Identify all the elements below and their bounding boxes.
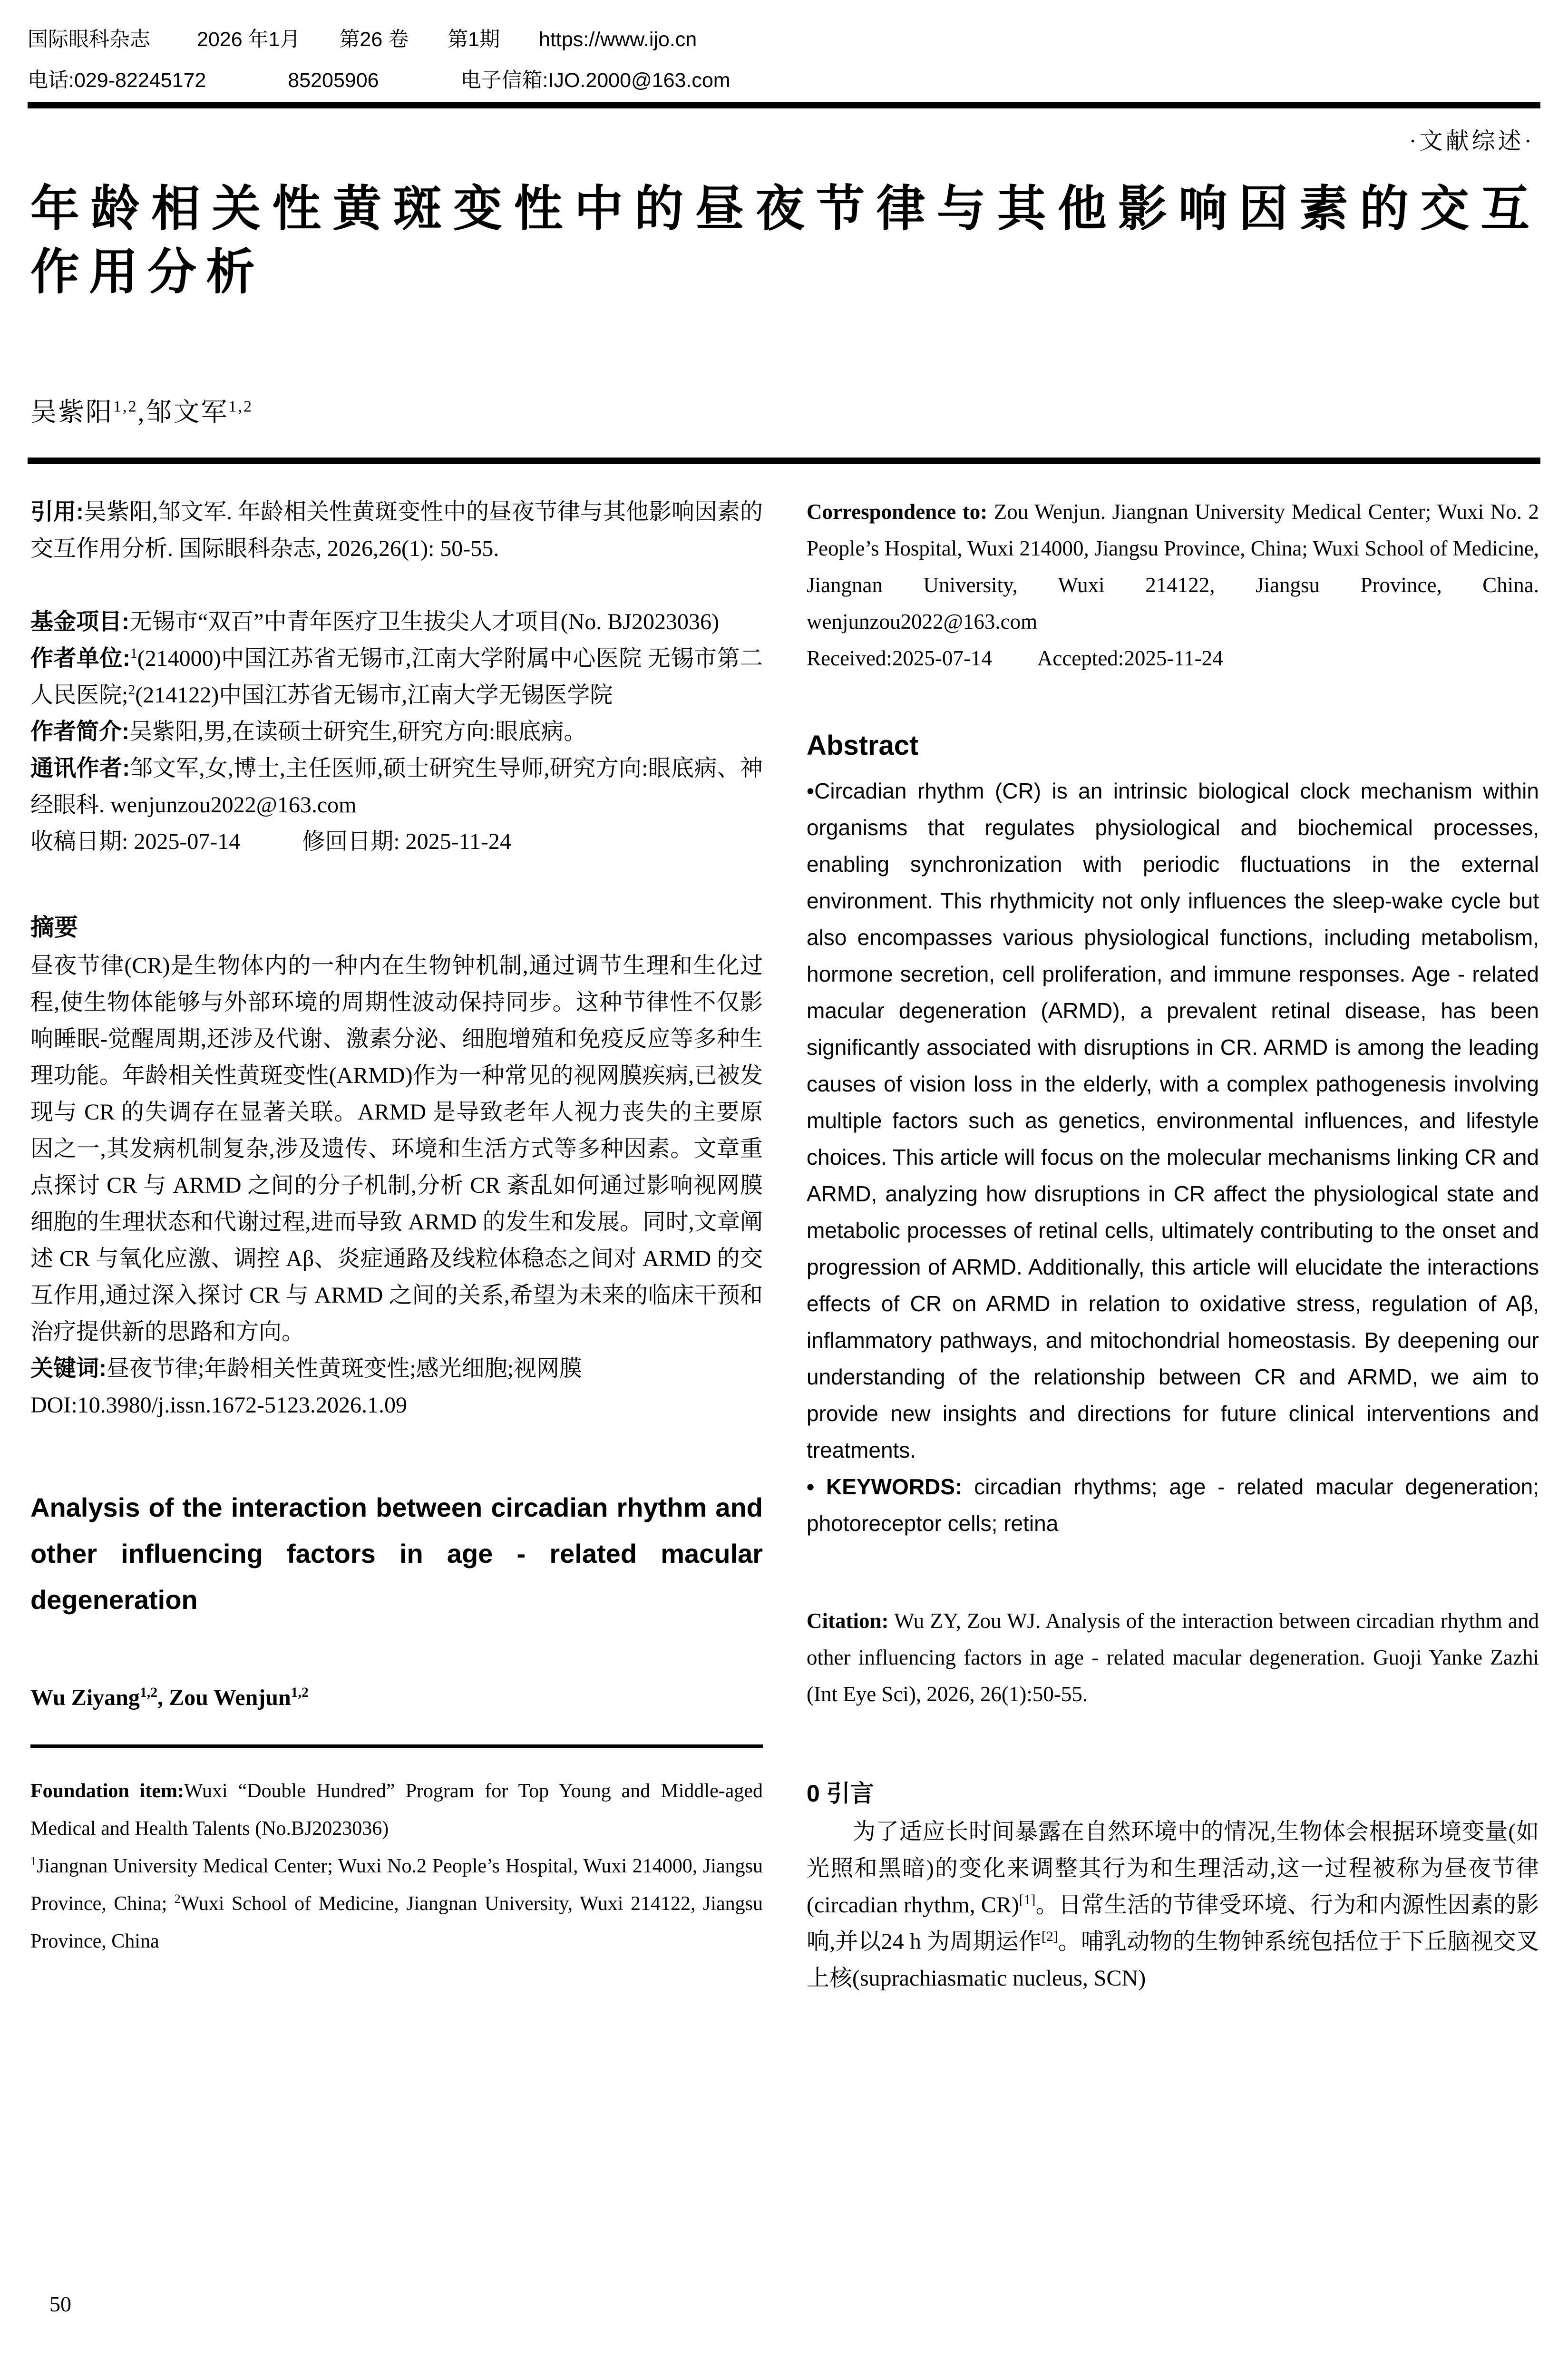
foundation-item-en — [30, 1773, 763, 1848]
correspondence-label: Correspondence to: — [807, 500, 988, 524]
affiliation-cn-label: 作者单位: — [30, 646, 130, 671]
correspondence-text: Zou Wenjun. Jiangnan University Medical Center; Wuxi No. 2 People’s Hospital, Wuxi 214000, Jiangsu Province, China; Wuxi School of Medicine, Jiangnan University, Wuxi 214122, Jiangsu Province, China. wenjunzou2022@163.com — [807, 500, 1539, 633]
doi: DOI:10.3980/j.issn.1672-5123.2026.1.09 — [30, 1393, 407, 1418]
dates-cn — [30, 823, 763, 860]
header-rule — [28, 102, 1540, 108]
affiliation-cn — [30, 640, 763, 713]
abstract-en-text: Circadian rhythm (CR) is an intrinsic biological clock mechanism within organisms that regulates physiological and biochemical processes, enabling synchronization with periodic fluctuations in the external environment. This rhythmicity not only influences the sleep-wake cycle but also encompasses various physiological functions, including metabolism, hormone secretion, cell proliferation, and immune responses. Age - related macular degeneration (ARMD), a prevalent retinal disease, has been significantly associated with disruptions in CR. ARMD is among the leading causes of vision loss in the elderly, with a complex pathogenesis involving multiple factors such as genetics, environmental influences, and lifestyle choices. This article will focus on the molecular mechanisms linking CR and ARMD, analyzing how disruptions in CR affect the physiological state and metabolic processes of retinal cells, ultimately contributing to the onset and progression of ARMD. Additionally, this article will elucidate the interactions effects of CR on ARMD in relation to oxidative stress, regulation of Aβ, inflammatory pathways, and mitochondrial homeostasis. By deepening our understanding of the relationship between CR and ARMD, we aim to provide new insights and directions for future clinical interventions and treatments. — [807, 779, 1539, 1462]
keywords-cn-label: 关键词: — [30, 1356, 107, 1381]
right-column — [807, 494, 1539, 1997]
article-title-cn: 年龄相关性黄斑变性中的昼夜节律与其他影响因素的交互作用分析 — [30, 181, 1539, 299]
keywords-cn — [30, 1350, 763, 1387]
left-column — [30, 494, 763, 1997]
keywords-en-label: • KEYWORDS: — [807, 1474, 963, 1499]
accepted-en-date: 2025-11-24 — [1124, 646, 1223, 670]
received-cn-date: 2025-07-14 — [134, 829, 241, 854]
article-body — [30, 494, 1539, 1997]
foundation-cn-label: 基金项目: — [30, 609, 129, 634]
revised-cn-date: 2025-11-24 — [405, 829, 511, 854]
received-en-date: 2025-07-14 — [892, 646, 992, 670]
article-category: ·文献综述· — [1409, 128, 1535, 154]
page-number: 50 — [49, 2292, 71, 2316]
page-header — [28, 19, 1540, 101]
bio-cn-label: 作者简介: — [30, 719, 129, 744]
affiliation-cn-text: $^1$(214000)中国江苏省无锡市,江南大学附属中心医院 无锡市第二人民医院;$^2$(214122)中国江苏省无锡市,江南大学无锡医学院 — [30, 645, 763, 708]
header-row-2 — [28, 60, 1540, 101]
citation-en-text: Wu ZY, Zou WJ. Analysis of the interaction between circadian rhythm and other influencing factors in age - related macular degeneration. Guoji Yanke Zazhi (Int Eye Sci), 2026, 26(1):50-55. — [807, 1609, 1539, 1706]
accepted-en-label: Accepted: — [1037, 646, 1124, 670]
journal-url: https://www.ijo.cn — [539, 28, 697, 51]
title-rule — [28, 458, 1540, 464]
intro-paragraph: 为了适应长时间暴露在自然环境中的情况,生物体会根据环境变量(如光照和黑暗)的变化来调整其行为和生理活动,这一过程被称为昼夜节律(circadian rhythm, CR)[1]。日常生活的节律受环境、行为和内源性因素的影响,并以24 h 为周期运作[2]。哺乳动物的生物钟系统包括位于下丘脑视交叉上核(suprachiasmatic nucleus, SCN) — [807, 1819, 1539, 1991]
phone-number-alt: 85205906 — [288, 69, 379, 92]
abstract-heading-en: Abstract — [807, 730, 919, 761]
citation-en — [807, 1603, 1539, 1713]
foundation-cn-text: 无锡市“双百”中青年医疗卫生拔尖人才项目(No. BJ2023036) — [129, 609, 719, 634]
citation-cn-label: 引用: — [30, 499, 84, 525]
correspondent-cn — [30, 750, 763, 823]
correspondent-cn-text: 邹文军,女,博士,主任医师,硕士研究生导师,研究方向:眼底病、神经眼科. wenjunzou2022@163.com — [30, 756, 763, 818]
revised-cn-label: 修回日期: — [302, 829, 400, 854]
issue-date: 2026 年1月 — [196, 28, 301, 51]
affiliations-en: $^1$Jiangnan University Medical Center; Wuxi No.2 People’s Hospital, Wuxi 214000, Jiangsu Province, China; $^2$Wuxi School of Medicine, Jiangnan University, Wuxi 214122, Jiangsu Province, China — [30, 1854, 763, 1952]
foundation-en-label: Foundation item: — [30, 1780, 185, 1802]
keywords-en-text: circadian rhythms; age - related macular degeneration; photoreceptor cells; retina — [807, 1474, 1539, 1536]
dates-en — [807, 640, 1539, 677]
article-title-en: Analysis of the interaction between circadian rhythm and other influencing factors in age - related macular degeneration — [30, 1492, 763, 1615]
abstract-bullet: • — [807, 779, 815, 803]
keywords-en — [807, 1469, 1539, 1542]
header-row-1 — [28, 19, 1540, 60]
correspondent-cn-label: 通讯作者: — [30, 756, 130, 781]
intro-heading: 0 引言 — [807, 1780, 874, 1807]
phone-number: 电话:029-82245172 — [28, 69, 206, 92]
abstract-en — [807, 773, 1539, 1469]
received-en-label: Received: — [807, 646, 892, 670]
journal-name: 国际眼科杂志 — [28, 28, 150, 51]
bio-cn-text: 吴紫阳,男,在读硕士研究生,研究方向:眼底病。 — [129, 719, 587, 744]
citation-en-label: Citation: — [807, 1609, 889, 1633]
footnote-rule — [30, 1744, 763, 1748]
email-address: 电子信箱:IJO.2000@163.com — [460, 69, 730, 92]
author-bio-cn — [30, 713, 763, 750]
foundation-en-text: Wuxi “Double Hundred” Program for Top Young and Middle-aged Medical and Health Talents (No.BJ2023036) — [30, 1780, 763, 1840]
correspondence — [807, 494, 1539, 640]
keywords-cn-text: 昼夜节律;年龄相关性黄斑变性;感光细胞;视网膜 — [107, 1356, 583, 1381]
abstract-heading-cn: 摘要 — [30, 914, 78, 941]
issue-number: 第1期 — [448, 28, 500, 51]
volume-number: 第26 卷 — [339, 28, 409, 51]
citation-cn — [30, 494, 763, 567]
abstract-cn: 昼夜节律(CR)是生物体内的一种内在生物钟机制,通过调节生理和生化过程,使生物体能够与外部环境的周期性波动保持同步。这种节律性不仅影响睡眠-觉醒周期,还涉及代谢、激素分泌、细胞增殖和免疫反应等多种生理功能。年龄相关性黄斑变性(ARMD)作为一种常见的视网膜疾病,已被发现与 CR 的失调存在显著关联。ARMD 是导致老年人视力丧失的主要原因之一,其发病机制复杂,涉及遗传、环境和生活方式等多种因素。文章重点探讨 CR 与 ARMD 之间的分子机制,分析 CR 紊乱如何通过影响视网膜细胞的生理状态和代谢过程,进而导致 ARMD 的发生和发展。同时,文章阐述 CR 与氧化应激、调控 Aβ、炎症通路及线粒体稳态之间对 ARMD 的交互作用,通过深入探讨 CR 与 ARMD 之间的关系,希望为未来的临床干预和治疗提供新的思路和方向。 — [30, 953, 763, 1344]
authors-cn: 吴紫阳$^{1,2}$,邹文军$^{1,2}$ — [30, 398, 253, 427]
authors-en: Wu Ziyang$^{1,2}$, Zou Wenjun$^{1,2}$ — [30, 1685, 309, 1710]
received-cn-label: 收稿日期: — [30, 829, 128, 854]
citation-cn-text: 吴紫阳,邹文军. 年龄相关性黄斑变性中的昼夜节律与其他影响因素的交互作用分析. 国际眼科杂志, 2026,26(1): 50-55. — [30, 499, 763, 561]
foundation-item-cn — [30, 604, 763, 640]
